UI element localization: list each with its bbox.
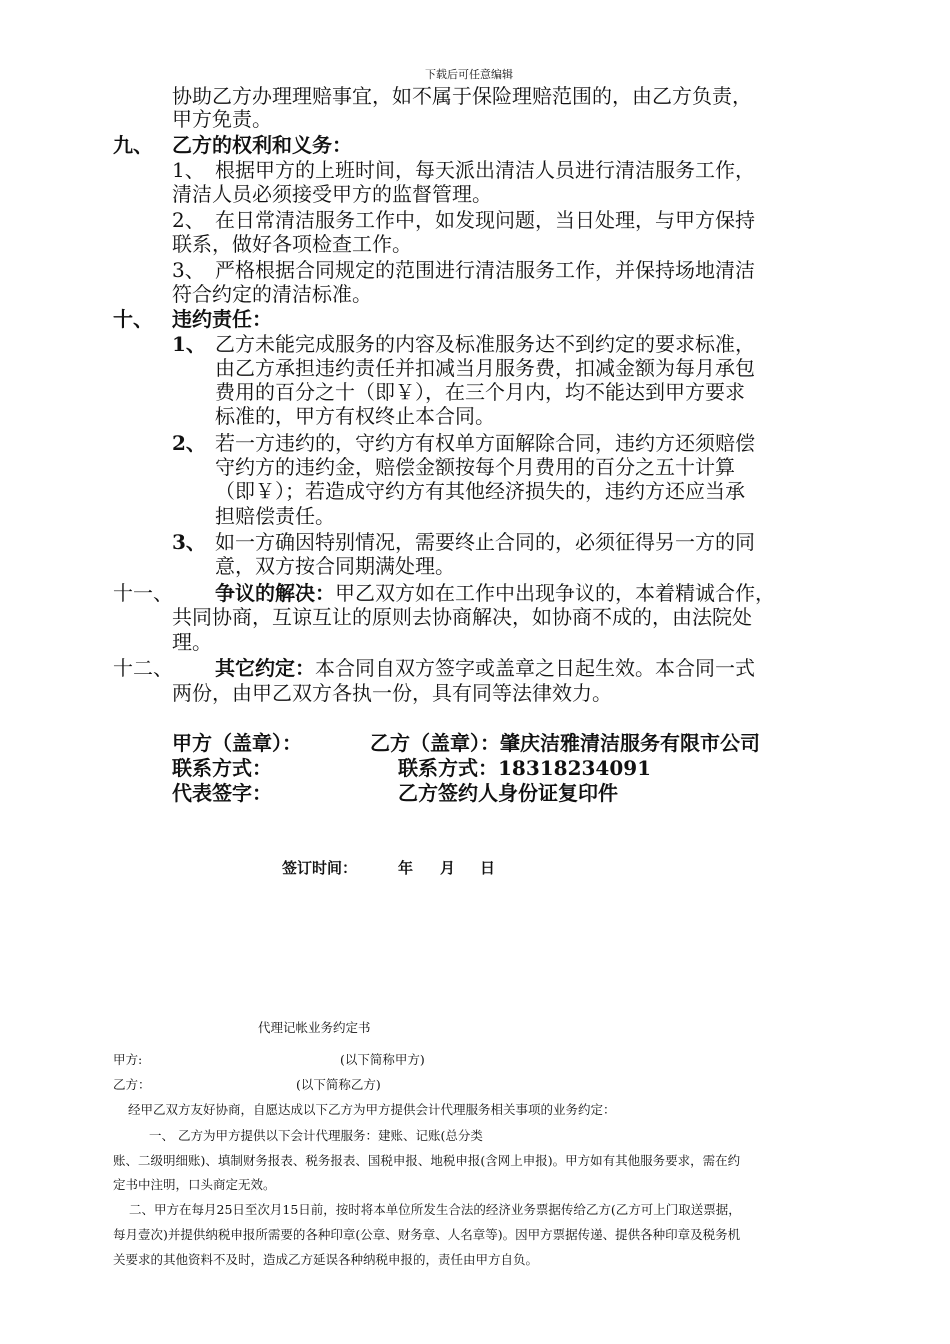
party-b-id-copy: 乙方签约人身份证复印件 xyxy=(398,781,618,805)
section-number: 九、 xyxy=(113,133,153,157)
item-text: 乙方未能完成服务的内容及标准服务达不到约定的要求标准， xyxy=(215,332,755,356)
intro-line: 甲方免责。 xyxy=(172,107,272,131)
section-title: 其它约定： xyxy=(215,656,315,680)
item-text: 清洁人员必须接受甲方的监督管理。 xyxy=(172,182,492,206)
item-number: 3、 xyxy=(172,258,205,282)
item-number: 1、 xyxy=(172,332,206,356)
sign-date-year: 年 xyxy=(398,859,414,877)
item-text: 守约方的违约金，赔偿金额按每个月费用的百分之五十计算 xyxy=(215,455,735,479)
party-b-seal: 乙方（盖章）：肇庆洁雅清洁服务有限市公司 xyxy=(370,731,760,755)
section-title: 违约责任： xyxy=(172,307,272,331)
item-text: 严格根据合同规定的范围进行清洁服务工作，并保持场地清洁 xyxy=(215,258,755,282)
item-text: 在日常清洁服务工作中，如发现问题，当日处理，与甲方保持 xyxy=(215,208,755,232)
clause-2-line: 每月壹次)并提供纳税申报所需要的各种印章(公章、财务章、人名章等)。因甲方票据传递、提供各种印章及税务机 xyxy=(113,1227,741,1242)
section-text-line: 本合同自双方签字或盖章之日起生效。本合同一式 xyxy=(315,656,755,680)
party-b-note: (以下简称乙方) xyxy=(296,1077,381,1092)
sign-date-label: 签订时间： xyxy=(282,859,358,877)
party-a-label: 甲方: xyxy=(113,1052,143,1067)
party-b-contact: 联系方式：18318234091 xyxy=(398,756,652,780)
section-title: 乙方的权利和义务： xyxy=(172,133,352,157)
item-text: 担赔偿责任。 xyxy=(215,504,335,528)
sign-date-month: 月 xyxy=(440,859,456,877)
agreement-title: 代理记帐业务约定书 xyxy=(258,1020,371,1035)
item-text: 标准的，甲方有权终止本合同。 xyxy=(215,404,495,428)
sign-date-day: 日 xyxy=(480,859,496,877)
item-number: 3、 xyxy=(172,530,206,554)
party-a-rep: 代表签字： xyxy=(172,781,272,805)
section-text-line: 理。 xyxy=(172,630,212,654)
party-a-contact: 联系方式： xyxy=(172,756,272,780)
item-text: 若一方违约的，守约方有权单方面解除合同，违约方还须赔偿 xyxy=(215,431,755,455)
intro-line: 协助乙方办理理赔事宜，如不属于保险理赔范围的，由乙方负责， xyxy=(172,84,752,108)
section-title: 争议的解决： xyxy=(215,581,335,605)
section-text xyxy=(215,656,755,680)
clause-2-line: 二、甲方在每月25日至次月15日前，按时将本单位所发生合法的经济业务票据传给乙方(乙方可上门取送票据， xyxy=(129,1202,741,1217)
item-number: 2、 xyxy=(172,431,206,455)
party-a-note: (以下简称甲方) xyxy=(340,1052,425,1067)
section-text-line: 甲乙双方如在工作中出现争议的，本着精诚合作， xyxy=(335,581,775,605)
item-number: 2、 xyxy=(172,208,205,232)
header-note: 下载后可任意编辑 xyxy=(425,68,513,81)
section-number: 十一、 xyxy=(113,581,173,605)
clause-1-line: 一、 乙方为甲方提供以下会计代理服务：建账、记账(总分类 xyxy=(149,1128,483,1143)
item-text: 由乙方承担违约责任并扣减当月服务费，扣减金额为每月承包 xyxy=(215,356,755,380)
section-number: 十、 xyxy=(113,307,153,331)
item-text: 如一方确因特别情况，需要终止合同的，必须征得另一方的同 xyxy=(215,530,755,554)
section-text-line: 共同协商，互谅互让的原则去协商解决，如协商不成的，由法院处 xyxy=(172,605,752,629)
clause-1-line: 账、二级明细账)、填制财务报表、税务报表、国税申报、地税申报(含网上申报)。甲方如有其他服务要求，需在约 xyxy=(113,1153,741,1168)
item-text: 联系，做好各项检查工作。 xyxy=(172,232,412,256)
clause-1-line: 定书中注明，口头商定无效。 xyxy=(113,1177,276,1192)
item-text: 费用的百分之十（即￥），在三个月内，均不能达到甲方要求 xyxy=(215,380,745,404)
item-text: （即￥）；若造成守约方有其他经济损失的，违约方还应当承 xyxy=(215,479,745,503)
clause-2-line: 关要求的其他资料不及时，造成乙方延误各种纳税申报的，责任由甲方自负。 xyxy=(113,1252,539,1267)
item-number: 1、 xyxy=(172,158,205,182)
section-number: 十二、 xyxy=(113,656,173,680)
item-text: 符合约定的清洁标准。 xyxy=(172,282,372,306)
section-text-line: 两份，由甲乙双方各执一份，具有同等法律效力。 xyxy=(172,681,612,705)
party-b-label: 乙方： xyxy=(113,1077,151,1092)
party-a-seal: 甲方（盖章）： xyxy=(172,731,302,755)
section-text xyxy=(215,581,775,605)
item-text: 意，双方按合同期满处理。 xyxy=(215,554,455,578)
agreement-intro: 经甲乙双方友好协商，自愿达成以下乙方为甲方提供会计代理服务相关事项的业务约定： xyxy=(128,1102,616,1117)
item-text: 根据甲方的上班时间，每天派出清洁人员进行清洁服务工作， xyxy=(215,158,755,182)
